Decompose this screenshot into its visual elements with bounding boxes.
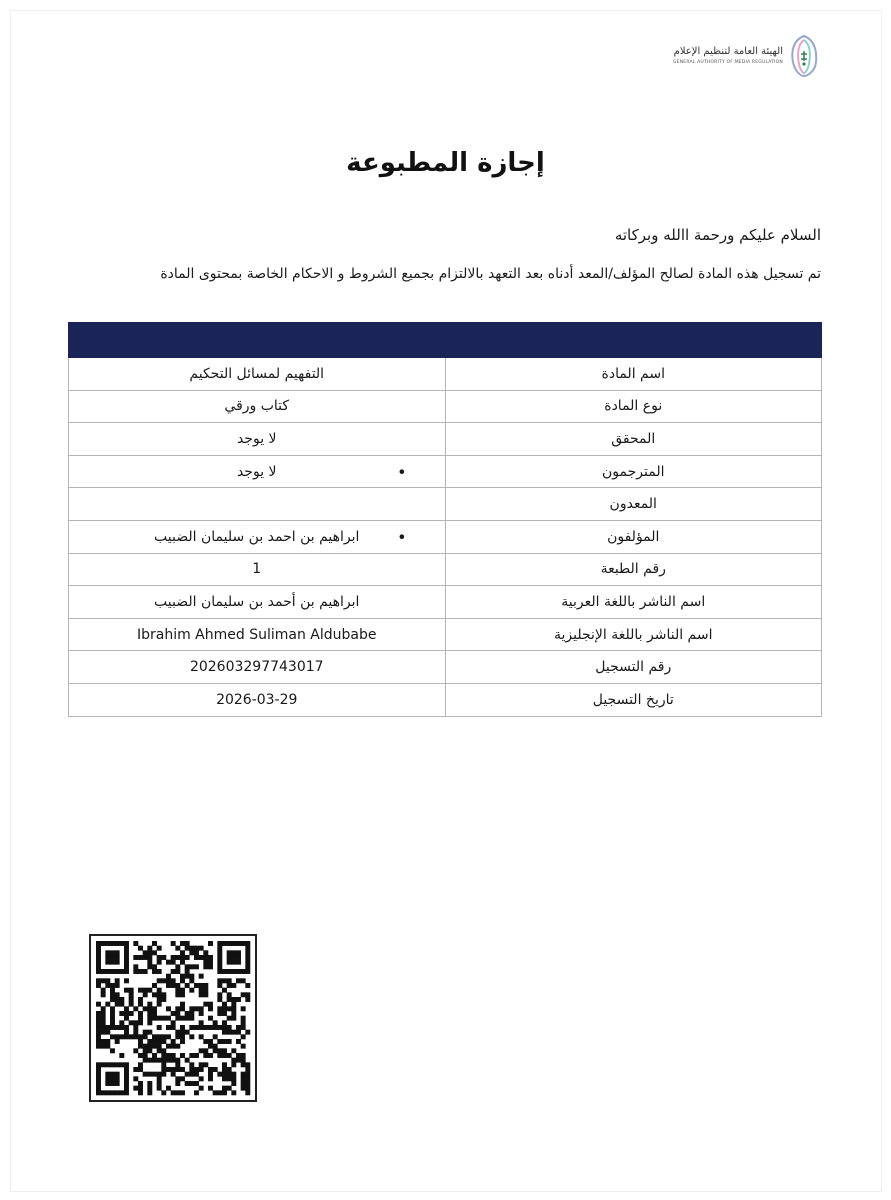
row-label: المترجمون: [445, 455, 822, 488]
table-row: [69, 358, 822, 391]
document-title: إجازة المطبوعة: [346, 148, 545, 178]
row-label: المعدون: [445, 488, 822, 521]
english-publisher-name: Ibrahim Ahmed Suliman Aldubabe: [136, 626, 377, 643]
authority-logo: [673, 34, 819, 78]
table-row: [69, 520, 822, 553]
table-row: [69, 390, 822, 423]
list-item: ابراهيم بن احمد بن سليمان الضبيب: [154, 528, 360, 545]
table-row: [69, 651, 822, 684]
row-label: رقم التسجيل: [445, 651, 822, 684]
row-label: اسم الناشر باللغة العربية: [445, 586, 822, 619]
row-value: ابراهيم بن أحمد بن سليمان الضبيب: [69, 586, 446, 619]
row-value: لا يوجد: [69, 423, 446, 456]
authority-emblem-icon: [789, 34, 819, 78]
logo-arabic-name: الهيئة العامة لتنظيم الإعلام: [673, 46, 783, 57]
row-value: 1: [69, 553, 446, 586]
logo-text: [673, 45, 783, 67]
table-row: [69, 455, 822, 488]
row-value: [69, 488, 446, 521]
table-row: [69, 423, 822, 456]
table-row: [69, 618, 822, 651]
list-bullet: •: [397, 462, 407, 482]
row-value: [69, 618, 446, 651]
qr-code-icon: [91, 936, 255, 1100]
row-label: اسم الناشر باللغة الإنجليزية: [445, 618, 822, 651]
row-label: اسم المادة: [445, 358, 822, 391]
row-label: رقم الطبعة: [445, 553, 822, 586]
logo-english-name: GENERAL AUTHORITY OF MEDIA REGULATION: [673, 60, 783, 65]
row-value-list: [69, 520, 446, 553]
greeting-text: السلام عليكم ورحمة االله وبركاته: [614, 226, 821, 244]
intro-text: تم تسجيل هذه المادة لصالح المؤلف/المعد أدناه بعد التعهد بالالتزام بجميع الشروط و الاحكام الخاصة بمحتوى المادة: [160, 266, 821, 282]
table-row: [69, 683, 822, 716]
table-row: [69, 553, 822, 586]
row-value: كتاب ورقي: [69, 390, 446, 423]
row-label: تاريخ التسجيل: [445, 683, 822, 716]
table-row: [69, 488, 822, 521]
row-label: المحقق: [445, 423, 822, 456]
registration-details-table: [68, 322, 822, 717]
row-value: [69, 683, 446, 716]
list-bullet: •: [397, 527, 407, 547]
registration-date: 2026-03-29: [216, 691, 298, 708]
table-header-bar: [69, 323, 822, 358]
list-item: لا يوجد: [236, 463, 277, 480]
row-label: نوع المادة: [445, 390, 822, 423]
row-value: التفهيم لمسائل التحكيم: [69, 358, 446, 391]
row-label: المؤلفون: [445, 520, 822, 553]
registration-number: 202603297743017: [189, 659, 324, 676]
row-value: [69, 651, 446, 684]
qr-code[interactable]: [89, 934, 257, 1102]
row-value-list: [69, 455, 446, 488]
table-row: [69, 586, 822, 619]
